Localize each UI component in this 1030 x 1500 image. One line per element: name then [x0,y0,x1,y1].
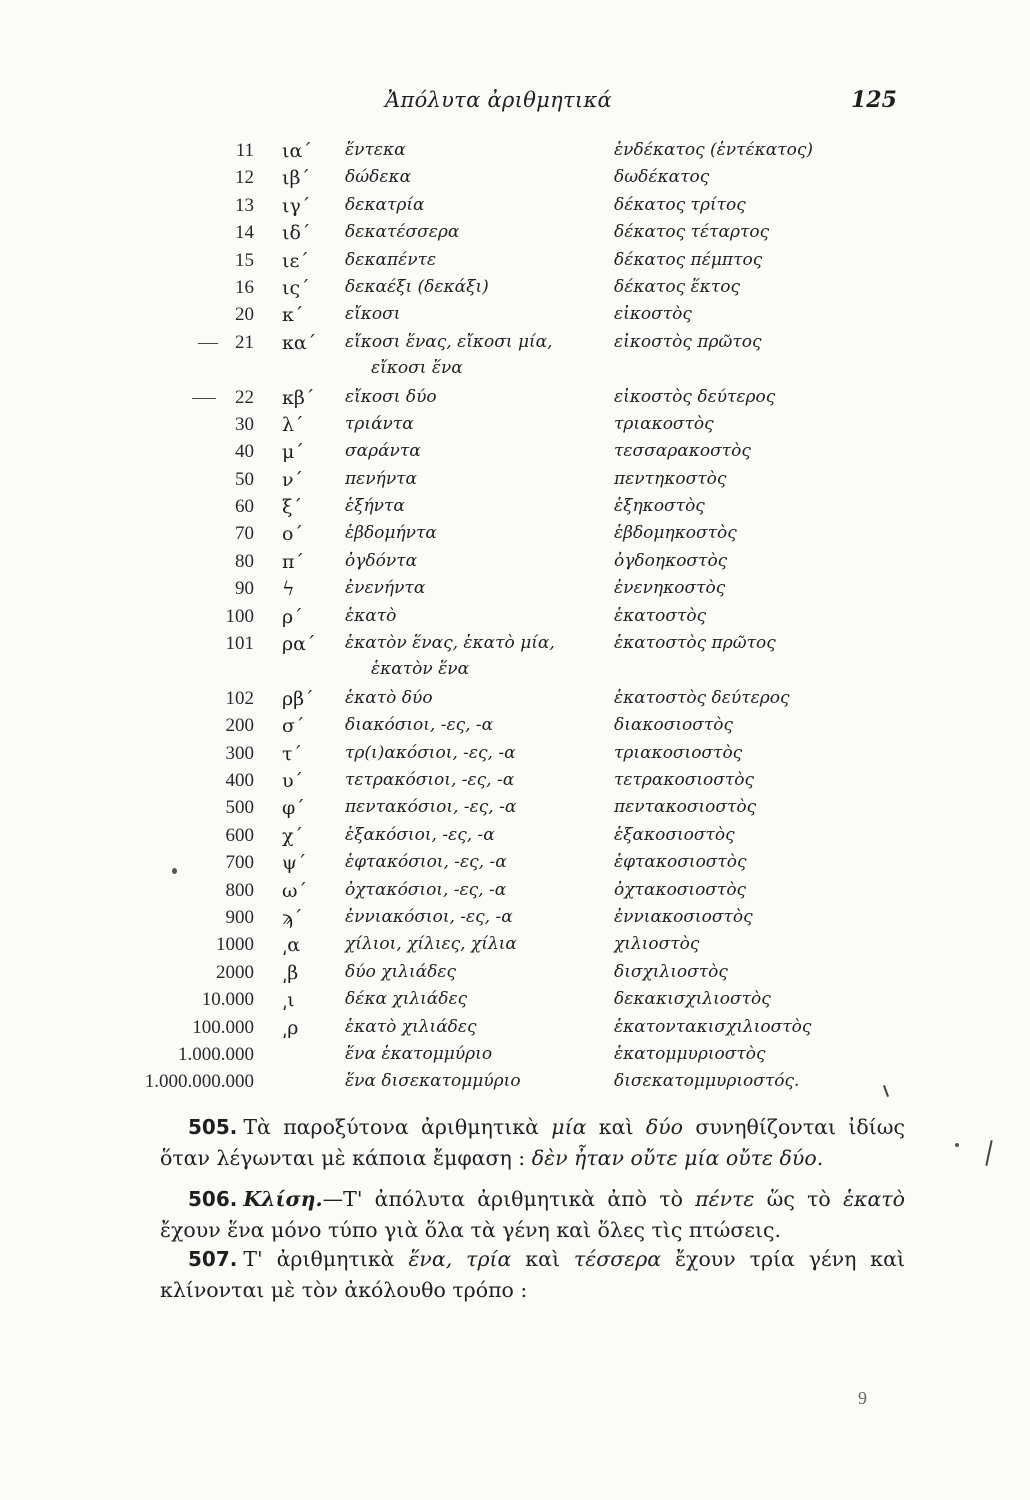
paragraph-number: 505. [188,1115,238,1139]
cardinal-word [345,195,425,215]
arabic-numeral: 13 [235,194,254,216]
numeral-row [0,222,1030,249]
scan-speck [955,1143,959,1147]
numeral-row [0,277,1030,304]
ordinal-word: δέκατος πέμπτος [614,249,763,270]
arabic-numeral: 700 [225,852,254,874]
arabic-numeral: 900 [225,906,254,928]
text: καὶ [586,1115,646,1139]
arabic-numeral: 800 [225,879,254,901]
numeral-row [0,934,1030,961]
numerals-table [0,140,1030,1099]
ordinal-word: εἰκοστὸς [614,304,692,325]
text: Τὰ παροξύτονα ἀριθμητικὰ [243,1115,552,1139]
cardinal-word [345,907,513,927]
numeral-row [0,633,1030,688]
ordinal-word: δωδέκατος [614,167,710,188]
italic-term: δύο [645,1115,683,1139]
ordinal-word: δεκακισχιλιοστὸς [614,989,771,1010]
cardinal-text: πενήντα [345,468,418,489]
cardinal-word [345,250,436,270]
cardinal-text: ἐννιακόσιοι, -ες, -α [345,906,513,927]
cardinal-word [345,387,437,407]
numeral-row [0,989,1030,1016]
running-title: Ἀπόλυτα ἀριθμητικά [385,88,612,112]
cardinal-word [345,797,516,817]
cardinal-text: τριάντα [345,413,414,434]
cardinal-text: ἑξήντα [345,496,405,517]
numeral-row [0,414,1030,441]
cardinal-text: ἑκατὸν ἕνας, ἑκατὸ μία, [345,633,555,654]
paragraph-505 [160,1112,905,1174]
ordinal-word: δέκατος τρίτος [614,194,746,215]
cardinal-text: διακόσιοι, -ες, -α [345,715,494,736]
greek-numeral: ο΄ [282,523,303,546]
cardinal-word [345,770,514,790]
numeral-row [0,387,1030,414]
cardinal-word [345,852,507,872]
ordinal-word: ἑκατοστὸς πρῶτος [614,633,776,654]
cardinal-word [345,688,433,708]
greek-numeral: π΄ [282,550,304,573]
cardinal-word [345,523,437,543]
cardinal-word [345,277,489,297]
greek-numeral: ξ΄ [282,496,302,519]
ordinal-word: ἑκατοστὸς [614,605,707,626]
cardinal-text: ἑβδομήντα [345,523,437,544]
cardinal-word [345,551,417,571]
numeral-row [0,551,1030,578]
cardinal-word [345,934,517,954]
greek-numeral: ιβ΄ [282,167,310,190]
cardinal-text: πεντακόσιοι, -ες, -α [345,797,517,818]
italic-example: δὲν ἦταν οὔτε μία οὔτε δύο. [531,1146,824,1170]
cardinal-word [345,1017,477,1037]
numeral-row [0,1017,1030,1044]
cardinal-text: δέκα χιλιάδες [345,989,468,1010]
numeral-row [0,250,1030,277]
cardinal-word [345,1044,492,1064]
arabic-numeral: 10.000 [201,989,254,1011]
cardinal-word [345,222,459,242]
cardinal-word [345,633,555,679]
numeral-row [0,688,1030,715]
numeral-row [0,496,1030,523]
arabic-numeral: 80 [235,550,254,572]
numeral-row [0,140,1030,167]
ordinal-word: ἐννιακοσιοστὸς [614,906,753,927]
paragraph-507 [160,1244,905,1306]
cardinal-word [345,962,456,982]
greek-numeral: ͵β [282,961,299,984]
greek-numeral: ιγ΄ [282,194,311,217]
ordinal-word: ἑκατομμυριοστὸς [614,1043,766,1064]
arabic-numeral: 1.000.000 [178,1043,254,1065]
arabic-numeral: 40 [235,441,254,463]
numeral-row [0,578,1030,605]
cardinal-text: ἕνα ἑκατομμύριο [345,1043,493,1064]
numeral-row [0,907,1030,934]
cardinal-text: τετρακόσιοι, -ες, -α [345,770,515,791]
cardinal-text: δεκαέξι (δεκάξι) [345,276,489,297]
greek-numeral: ιδ΄ [282,222,311,245]
ordinal-word: ἑβδομηκοστὸς [614,523,737,544]
text: ὥς τὸ [754,1187,844,1211]
arabic-numeral: 101 [225,633,254,655]
greek-numeral: μ΄ [282,441,304,464]
greek-numeral: ια΄ [282,140,312,162]
arabic-numeral: 1000 [216,934,254,956]
text: —Τ' ἀπόλυτα ἀριθμητικὰ ἀπὸ τὸ [322,1187,696,1211]
numeral-row [0,1071,1030,1098]
cardinal-text: ἕνα δισεκατομμύριο [345,1071,521,1092]
scan-stroke [192,398,216,399]
ordinal-word: δισχιλιοστὸς [614,961,728,982]
ordinal-word: ἑκατοστὸς δεύτερος [614,687,790,708]
cardinal-text: ἑξακόσιοι, -ες, -α [345,824,495,845]
ordinal-word: εἰκοστὸς δεύτερος [614,386,776,407]
greek-numeral: φ΄ [282,797,305,820]
greek-numeral: χ΄ [282,824,304,847]
greek-numeral: ρ΄ [282,605,303,628]
ordinal-word: ὀχτακοσιοστὸς [614,879,747,900]
greek-numeral: ϟ [282,578,295,601]
numeral-row [0,195,1030,222]
cardinal-continuation: ἑκατὸν ἕνα [371,659,470,680]
cardinal-text: ἐνενήντα [345,578,426,599]
ordinal-word: ὀγδοηκοστὸς [614,550,728,571]
text: Τ' ἀριθμητικὰ [243,1247,409,1271]
cardinal-text: εἴκοσι ἕνας, εἴκοσι μία, [345,331,553,352]
ordinal-word: ἑνδέκατος (ἑντέκατος) [614,140,814,160]
numeral-row [0,743,1030,770]
cardinal-word [345,880,506,900]
italic-term: ἑκατὸ [843,1187,905,1211]
arabic-numeral: 100 [225,605,254,627]
scan-stroke [985,1140,992,1166]
numeral-row [0,441,1030,468]
cardinal-word [345,414,414,434]
cardinal-word [345,469,417,489]
numeral-row [0,852,1030,879]
cardinal-text: τρ(ι)ακόσιοι, -ες, -α [345,742,516,763]
greek-numeral: ϡ΄ [282,906,303,929]
cardinal-word [345,496,405,516]
paragraph-number: 506. [188,1187,238,1211]
cardinal-text: εἴκοσι [345,304,401,325]
arabic-numeral: 11 [235,140,254,161]
arabic-numeral: 22 [235,386,254,408]
cardinal-word [345,140,406,160]
greek-numeral: ις΄ [282,276,310,299]
greek-numeral: λ΄ [282,413,304,436]
ordinal-word: ἑξηκοστὸς [614,496,705,517]
cardinal-word [345,743,516,763]
cardinal-word [345,825,495,845]
arabic-numeral: 12 [235,167,254,189]
greek-numeral: ν΄ [282,468,304,491]
cardinal-word [345,332,553,378]
ordinal-word: δέκατος τέταρτος [614,222,770,243]
italic-term: τέσσερα [573,1247,662,1271]
ordinal-word: χιλιοστὸς [614,934,700,955]
ordinal-word: πεντηκοστὸς [614,468,727,489]
cardinal-word [345,578,425,598]
greek-numeral: κα΄ [282,331,317,354]
greek-numeral: ω΄ [282,879,307,902]
greek-numeral: υ΄ [282,770,304,793]
ordinal-word: δέκατος ἕκτος [614,276,740,297]
numeral-row [0,770,1030,797]
arabic-numeral: 500 [225,797,254,819]
greek-numeral: κ΄ [282,304,304,327]
cardinal-text: δεκαπέντε [345,249,437,270]
arabic-numeral: 90 [235,578,254,600]
ordinal-word: ἑκατοντακισχιλιοστὸς [614,1016,812,1037]
cardinal-text: ἑκατὸ χιλιάδες [345,1016,477,1037]
signature-mark: 9 [858,1388,867,1408]
text: ἔχουν ἕνα μόνο τύπο γιὰ ὅλα τὰ γένη καὶ ὅλες τὶς πτώσεις. [160,1218,782,1242]
cardinal-text: δύο χιλιάδες [345,961,456,982]
arabic-numeral: 70 [235,523,254,545]
cardinal-word [345,304,400,324]
numeral-row [0,469,1030,496]
ordinal-word: δισεκατομμυριοστός. [614,1071,800,1092]
cardinal-word [345,441,421,461]
ordinal-word: διακοσιοστὸς [614,715,734,736]
cardinal-word [345,989,467,1009]
ordinal-word: πεντακοσιοστὸς [614,797,757,818]
numeral-row [0,825,1030,852]
arabic-numeral: 60 [235,496,254,518]
cardinal-text: εἴκοσι δύο [345,386,437,407]
arabic-numeral: 14 [235,222,254,244]
cardinal-text: ὀχτακόσιοι, -ες, -α [345,879,507,900]
ordinal-word: ἑφτακοσιοστὸς [614,852,747,873]
ordinal-word: τεσσαρακοστὸς [614,441,751,462]
text: συνηθίζονται ἰδίως ὅταν λέγωνται μὲ κάποια ἔμφαση : [160,1115,905,1170]
cardinal-text: ἑκατὸ δύο [345,687,433,708]
greek-numeral: τ΄ [282,742,303,765]
cardinal-text: δώδεκα [345,167,412,188]
numeral-row [0,797,1030,824]
greek-numeral: ρα΄ [282,633,316,656]
arabic-numeral: 300 [225,742,254,764]
arabic-numeral: 20 [235,304,254,326]
arabic-numeral: 400 [225,770,254,792]
cardinal-continuation: εἴκοσι ἕνα [371,357,463,378]
text: καὶ [511,1247,574,1271]
cardinal-word [345,167,411,187]
ordinal-word: τριακοστὸς [614,413,714,434]
ordinal-word: ἑξακοσιοστὸς [614,824,735,845]
numeral-row [0,606,1030,633]
arabic-numeral: 16 [235,276,254,298]
ordinal-word: τριακοσιοστὸς [614,742,743,763]
arabic-numeral: 200 [225,715,254,737]
paragraph-number: 507. [188,1247,238,1271]
greek-numeral: ψ΄ [282,852,307,875]
numeral-row [0,962,1030,989]
cardinal-text: σαράντα [345,441,421,462]
greek-numeral: σ΄ [282,715,305,738]
greek-numeral: ͵α [282,934,301,957]
arabic-numeral: 2000 [216,961,254,983]
cardinal-text: χίλιοι, χίλιες, χίλια [345,934,517,955]
arabic-numeral: 100.000 [192,1016,254,1038]
italic-term: ἕνα, τρία [408,1247,512,1271]
numeral-row [0,1044,1030,1071]
ordinal-word: εἰκοστὸς πρῶτος [614,331,762,352]
greek-numeral: ͵ρ [282,1016,299,1039]
scan-stroke [198,343,218,344]
arabic-numeral: 15 [235,249,254,271]
italic-term: πέντε [695,1187,755,1211]
greek-numeral: ρβ΄ [282,687,314,710]
paragraph-506 [160,1184,905,1246]
numeral-row [0,304,1030,331]
ordinal-word: τετρακοσιοστὸς [614,770,755,791]
arabic-numeral: 102 [225,687,254,709]
arabic-numeral: 21 [235,331,254,353]
page-number: 125 [851,87,897,113]
italic-term: μία [551,1115,587,1139]
arabic-numeral: 30 [235,413,254,435]
arabic-numeral: 50 [235,468,254,490]
ordinal-word: ἐνενηκοστὸς [614,578,726,599]
cardinal-text: δεκατέσσερα [345,222,460,243]
greek-numeral: κβ΄ [282,386,315,409]
numeral-row [0,523,1030,550]
text: ἔχουν τρία γένη καὶ κλίνονται μὲ τὸν ἀκόλουθο τρόπο : [160,1247,905,1302]
cardinal-text: ἑκατὸ [345,605,397,626]
numeral-row [0,332,1030,387]
cardinal-text: ἑφτακόσιοι, -ες, -α [345,852,507,873]
numeral-row [0,880,1030,907]
numeral-row [0,715,1030,742]
cardinal-word [345,1071,521,1091]
greek-numeral: ιε΄ [282,249,309,272]
cardinal-word [345,606,396,626]
cardinal-text: ἕντεκα [345,140,406,160]
cardinal-text: δεκατρία [345,194,425,215]
section-heading: Κλίση. [243,1187,323,1211]
scan-speck [172,868,177,874]
cardinal-text: ὀγδόντα [345,550,418,571]
numeral-row [0,167,1030,194]
cardinal-word [345,715,493,735]
arabic-numeral: 600 [225,824,254,846]
greek-numeral: ͵ι [282,989,295,1012]
arabic-numeral: 1.000.000.000 [144,1071,254,1093]
